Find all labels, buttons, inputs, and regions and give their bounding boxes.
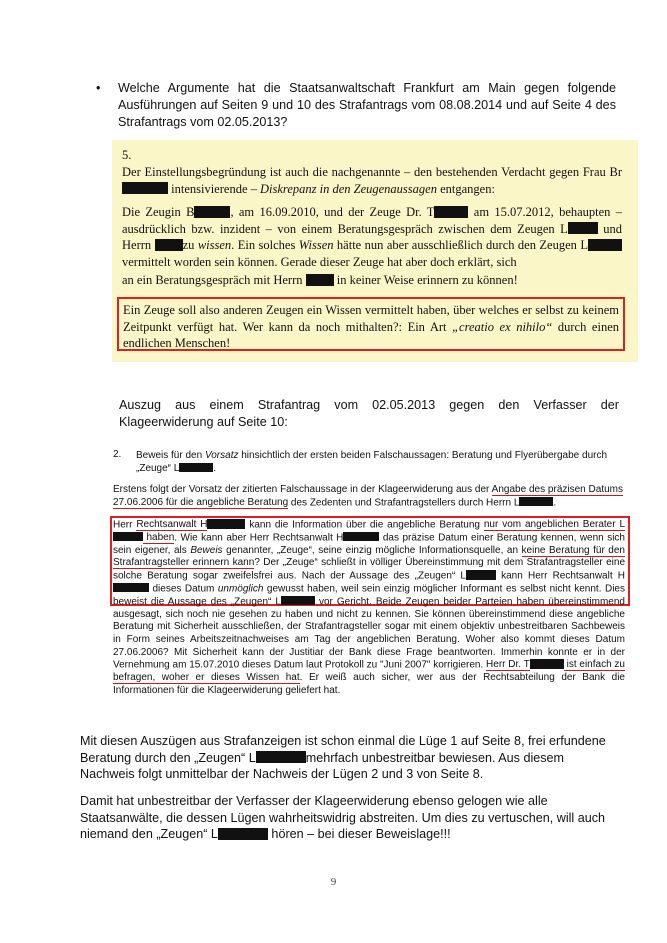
redaction-bar bbox=[343, 532, 379, 542]
redaction-bar bbox=[207, 519, 245, 529]
redaction-bar bbox=[218, 828, 268, 840]
conclusion-paragraph-2: Damit hat unbestreitbar der Verfasser der Klageerwiderung ebenso gelogen wie alle Staatsanwälte, die dessen Lügen wahrheitswidrig abstreiten. Um dies zu vertuschen, will auch niemand den „Zeugen“ L hören – bei dieser Beweislage!!! bbox=[80, 794, 606, 841]
redaction-bar bbox=[568, 222, 598, 234]
redaction-bar bbox=[113, 583, 149, 593]
redaction-bar bbox=[155, 239, 183, 251]
section-title: Beweis für den Vorsatz hinsichtlich der ersten beiden Falschaussagen: Beratung und Flyerübergabe durch „Zeuge“ L . bbox=[136, 450, 608, 474]
paragraph-herr-rechtsanwalt: Herr Rechtsanwalt H kann die Information über die angebliche Beratung nur vom angeblichen Berater L haben. Wie kann aber Herr Rechtsanwalt H das präzise Datum einer Beratung kennen, wenn sich sein eigener, als Beweis genannter, „Zeuge“, seine einzig mögliche Informationsquelle, an keine Beratung für den Strafantragsteller erinnern kann? Der „Zeuge“ schließt in völliger Übereinstimmung mit dem Strafantragsteller eine solche Beratung sogar zweifelsfrei aus. Nach der Aussage des „Zeugen“ L kann Herr Rechtsanwalt H dieses Datum unmöglich gewusst haben, weil sein einzig möglicher Informant es selbst nicht kennt. Dies beweist die Aussage des „Zeugen“ L vor Gericht. Beide Zeugen beider Parteien haben übereinstimmend ausgesagt, sich noch nie gesehen zu haben und nicht zu kennen. Sie können übereinstimmend diese angebliche Beratung mit Sicherheit ausschließen, der Strafantragsteller sogar mit einem objektiv unbestreitbaren Sachbeweis in Form seines Arbeitszeitnachweises am Tag der angeblichen Beratung. Woher also kommt dieses Datum 27.06.2006? Mit Sicherheit kann der Justitiar der Bank diese Frage beantworten. Immerhin konnte er in der Vernehmung am 15.07.2010 dieses Datum laut Protokoll zu "Juni 2007" korrigieren. Herr Dr. T ist einfach zu befragen, woher er dieses Wissen hat. Er weiß auch sicher, wer aus der Rechtsabteilung der Bank die Informationen für die Klageerwiderung geliefert hat. bbox=[113, 519, 626, 696]
section-number: 2. bbox=[113, 449, 122, 460]
redaction-bar bbox=[530, 659, 564, 669]
question-text: Welche Argumente hat die Staatsanwaltschaft Frankfurt am Main gegen folgende Ausführungen auf Seiten 9 und 10 des Strafantrags vom 08.08.2014 und auf Seite 4 des Strafantrags vom 02.05.2013? bbox=[118, 81, 616, 129]
conclusion-paragraph-1: Mit diesen Auszügen aus Strafanzeigen ist schon einmal die Lüge 1 auf Seite 8, frei erfundene Beratung durch den „Zeugen“ L mehrfach unbestreitbar bewiesen. Aus diesem Nachweis folgt unmittelbar der Nachweis der Lügen 2 und 3 von Seite 8. bbox=[80, 734, 606, 781]
bullet-glyph: • bbox=[96, 81, 101, 95]
redaction-bar bbox=[588, 239, 622, 251]
redaction-bar bbox=[466, 570, 496, 580]
question-bullet-item bbox=[96, 80, 616, 131]
excerpt-paragraph-1: Der Einstellungsbegründung ist auch die nachgenannte – den bestehenden Verdacht gegen Frau Br intensivierende – Diskrepanz in den Zeugenaussagen entgangen: bbox=[122, 165, 622, 196]
redaction-bar bbox=[194, 206, 230, 218]
redaction-bar bbox=[256, 751, 306, 763]
excerpt-paragraph-3: an ein Beratungsgespräch mit Herrn in keiner Weise erinnern zu können! bbox=[122, 273, 518, 287]
redaction-bar bbox=[113, 532, 143, 542]
redaction-bar bbox=[281, 596, 315, 606]
excerpt-number: 5. bbox=[122, 148, 132, 162]
redaction-bar bbox=[306, 274, 334, 286]
redaction-bar bbox=[519, 497, 553, 507]
redaction-bar bbox=[179, 463, 213, 473]
redaction-bar bbox=[434, 206, 468, 218]
excerpt-paragraph-2: Die Zeugin B , am 16.09.2010, und der Zeuge Dr. T am 15.07.2012, behaupten – ausdrücklich bzw. inzident – von einem Beratungsgespräch zwischen dem Zeugen L und Herrn zu wissen. Ein solches Wissen hätte nun aber ausschließlich durch den Zeugen L vermittelt worden sein können. Gerade dieser Zeuge hat aber doch erklärt, sich bbox=[122, 205, 623, 269]
paragraph-erstens: Erstens folgt der Vorsatz der zitierten Falschaussage in der Klageerwiderung aus der Angabe des präzisen Datums 27.06.2006 für die angebliche Beratung des Zedenten und Strafantragstellers durch Herrn L . bbox=[113, 484, 624, 508]
auszug-heading: Auszug aus einem Strafantrag vom 02.05.2013 gegen den Verfasser der Klageerwiderung auf Seite 10: bbox=[119, 398, 619, 429]
excerpt-quote: Ein Zeuge soll also anderen Zeugen ein Wissen vermittelt haben, über welches er selbst zu keinem Zeitpunkt verfügt hat. Wer kann da noch mithalten?: Ein Art „creatio ex nihilo“ durch einen endlichen Menschen! bbox=[123, 303, 620, 350]
redaction-bar bbox=[122, 182, 168, 194]
page-number: 9 bbox=[330, 876, 337, 888]
